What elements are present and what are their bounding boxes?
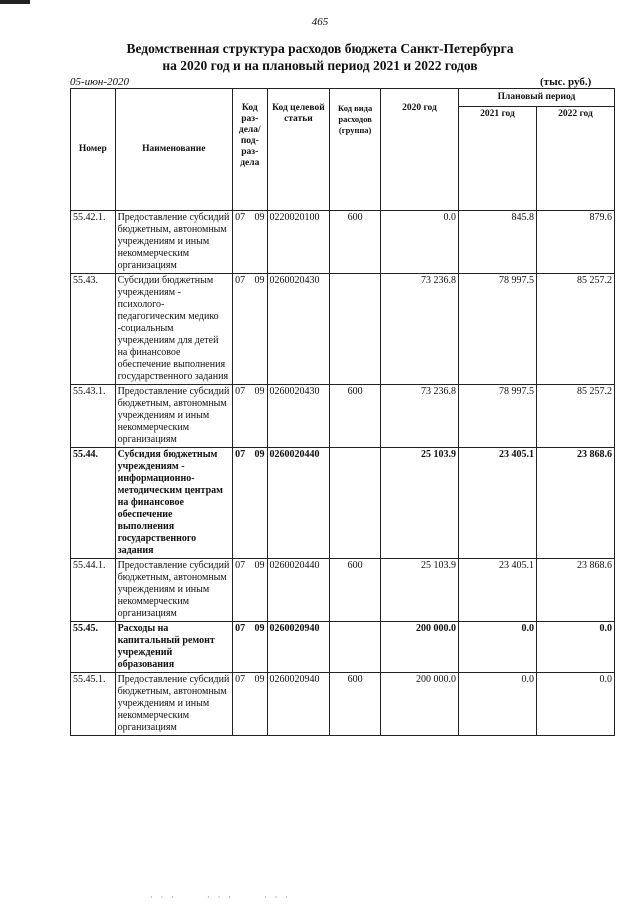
row-name: Субсидия бюджетным учреждениям - информационно-методическим центрам на финансовое обеспечение выполнения государственного задания: [115, 448, 233, 559]
row-razdel: [233, 448, 267, 559]
row-target-code: 0260020440: [267, 448, 330, 559]
table-row: [71, 448, 615, 559]
title-line-2: на 2020 год и на плановый период 2021 и 2022 годов: [162, 58, 478, 73]
header-number: Номер: [71, 89, 116, 211]
row-target-code: 0260020940: [267, 622, 330, 673]
row-amount-2020: 0.0: [380, 211, 458, 274]
row-razdel: [233, 622, 267, 673]
row-number: 55.44.: [71, 448, 116, 559]
row-expense-type: 600: [330, 673, 381, 736]
row-expense-type: [330, 622, 381, 673]
row-expense-type: [330, 274, 381, 385]
row-number: 55.44.1.: [71, 559, 116, 622]
row-section-code: 07: [235, 623, 246, 634]
table-row: [71, 559, 615, 622]
row-name: Предоставление субсидий бюджетным, автономным учреждениям и иным некоммерческим организациям: [115, 211, 233, 274]
header-name: Наименование: [115, 89, 233, 211]
header-target-code: Код целевой статьи: [267, 89, 330, 211]
scan-footer-marks: · · · · · · · · ·: [150, 893, 291, 902]
header-expense-type: Код вида расходов (группа): [330, 89, 381, 211]
row-razdel: [233, 673, 267, 736]
table-row: [71, 274, 615, 385]
row-name: Субсидии бюджетным учреждениям - психолого-педагогическим медико -социальным учреждениям для детей на финансовое обеспечение выполнения государственного задания: [115, 274, 233, 385]
row-target-code: 0260020430: [267, 274, 330, 385]
header-2020: 2020 год: [380, 89, 458, 211]
row-expense-type: 600: [330, 211, 381, 274]
row-amount-2021: 845.8: [458, 211, 536, 274]
row-amount-2021: 0.0: [458, 673, 536, 736]
header-plan-period: Плановый период: [458, 89, 614, 107]
row-section-code: 07: [235, 560, 246, 571]
row-target-code: 0220020100: [267, 211, 330, 274]
row-amount-2020: 73 236.8: [380, 274, 458, 385]
header-2021: 2021 год: [458, 107, 536, 211]
row-amount-2022: 85 257.2: [536, 385, 614, 448]
row-razdel: [233, 211, 267, 274]
title-line-1: Ведомственная структура расходов бюджета Санкт-Петербурга: [126, 41, 514, 56]
row-number: 55.42.1.: [71, 211, 116, 274]
row-amount-2022: 23 868.6: [536, 448, 614, 559]
table-row: [71, 385, 615, 448]
table-row: [71, 622, 615, 673]
row-expense-type: 600: [330, 385, 381, 448]
row-amount-2022: 0.0: [536, 673, 614, 736]
row-subsection-code: 09: [254, 386, 265, 397]
row-number: 55.45.: [71, 622, 116, 673]
page-number: 465: [311, 16, 329, 28]
row-amount-2022: 85 257.2: [536, 274, 614, 385]
row-target-code: 0260020430: [267, 385, 330, 448]
row-subsection-code: 09: [254, 212, 265, 223]
row-razdel: [233, 274, 267, 385]
row-number: 55.45.1.: [71, 673, 116, 736]
header-2022: 2022 год: [536, 107, 614, 211]
row-name: Предоставление субсидий бюджетным, автономным учреждениям и иным некоммерческим организациям: [115, 559, 233, 622]
row-section-code: 07: [235, 674, 246, 685]
row-amount-2021: 23 405.1: [458, 448, 536, 559]
budget-table: [70, 88, 615, 736]
row-section-code: 07: [235, 449, 246, 460]
row-amount-2022: 879.6: [536, 211, 614, 274]
row-subsection-code: 09: [254, 449, 265, 460]
row-subsection-code: 09: [254, 623, 265, 634]
row-amount-2021: 0.0: [458, 622, 536, 673]
scan-corner-mark: [0, 0, 30, 4]
row-target-code: 0260020940: [267, 673, 330, 736]
row-amount-2021: 78 997.5: [458, 274, 536, 385]
row-amount-2020: 200 000.0: [380, 622, 458, 673]
row-expense-type: 600: [330, 559, 381, 622]
row-razdel: [233, 559, 267, 622]
row-name: Предоставление субсидий бюджетным, автономным учреждениям и иным некоммерческим организациям: [115, 673, 233, 736]
row-name: Предоставление субсидий бюджетным, автономным учреждениям и иным некоммерческим организациям: [115, 385, 233, 448]
document-title: [0, 40, 640, 74]
table-row: [71, 673, 615, 736]
row-amount-2020: 25 103.9: [380, 448, 458, 559]
row-amount-2020: 73 236.8: [380, 385, 458, 448]
row-amount-2020: 200 000.0: [380, 673, 458, 736]
row-amount-2020: 25 103.9: [380, 559, 458, 622]
row-number: 55.43.1.: [71, 385, 116, 448]
row-section-code: 07: [235, 275, 246, 286]
header-razdel: Код раз-дела/ под-раз-дела: [233, 89, 267, 211]
row-expense-type: [330, 448, 381, 559]
row-razdel: [233, 385, 267, 448]
row-subsection-code: 09: [254, 560, 265, 571]
row-subsection-code: 09: [254, 275, 265, 286]
row-section-code: 07: [235, 212, 246, 223]
units-label: (тыс. руб.): [540, 76, 592, 88]
row-number: 55.43.: [71, 274, 116, 385]
row-target-code: 0260020440: [267, 559, 330, 622]
row-amount-2022: 23 868.6: [536, 559, 614, 622]
document-date: 05-июн-2020: [70, 76, 130, 88]
row-name: Расходы на капитальный ремонт учреждений образования: [115, 622, 233, 673]
row-amount-2022: 0.0: [536, 622, 614, 673]
row-amount-2021: 23 405.1: [458, 559, 536, 622]
table-body: [71, 211, 615, 736]
row-section-code: 07: [235, 386, 246, 397]
row-amount-2021: 78 997.5: [458, 385, 536, 448]
row-subsection-code: 09: [254, 674, 265, 685]
table-row: [71, 211, 615, 274]
